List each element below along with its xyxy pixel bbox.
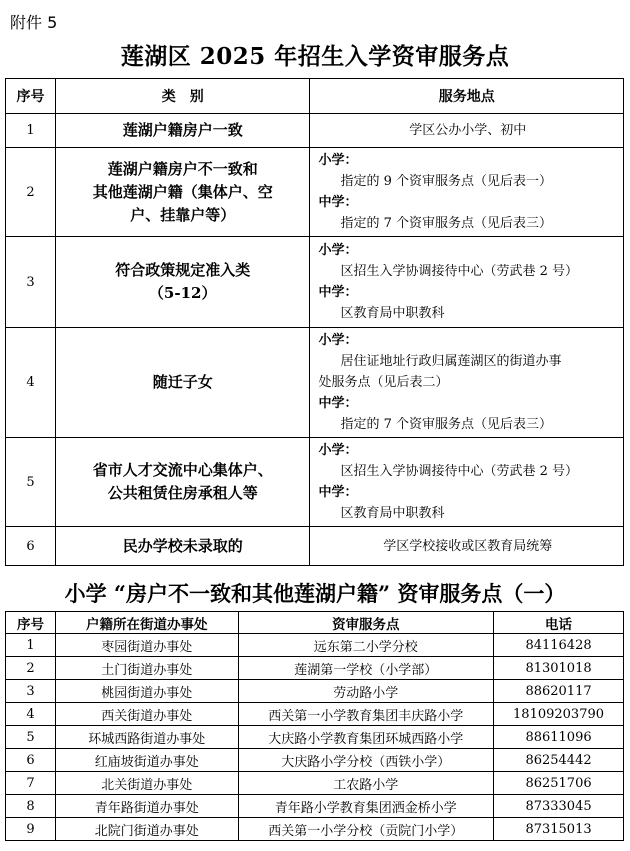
primary-school-location: 居住证地址行政归属莲湖区的街道办事 — [340, 354, 562, 369]
page-title: 莲湖区 2025 年招生入学资审服务点 — [120, 43, 510, 70]
service-point: 远东第二小学分校 — [238, 634, 494, 657]
row-number: 6 — [6, 749, 56, 772]
category-line: 莲湖户籍房户不一致和 — [107, 159, 258, 178]
middle-school-location: 区教育局中职教科 — [340, 306, 445, 321]
category-line: 其他莲湖户籍（集体户、空 — [92, 182, 273, 201]
subdistrict-office: 枣园街道办事处 — [55, 634, 238, 657]
service-point: 西关第一小学分校（贡院门小学） — [238, 818, 494, 841]
phone-number: 87333045 — [494, 795, 624, 818]
row-number: 2 — [6, 657, 56, 680]
attachment-label: 附件 5 — [10, 13, 58, 32]
primary-school-label: 小学： — [318, 443, 358, 458]
service-point: 劳动路小学 — [238, 680, 494, 703]
service-point: 工农路小学 — [238, 772, 494, 795]
row-number: 5 — [6, 438, 56, 527]
primary-school-location: 处服务点（见后表二） — [318, 375, 449, 390]
header-phone: 电话 — [494, 612, 624, 634]
table-row — [6, 749, 624, 772]
table-row — [6, 237, 624, 328]
category-line: 随迁子女 — [152, 373, 213, 391]
table-row — [6, 148, 624, 237]
phone-number: 88620117 — [494, 680, 624, 703]
category-line: （5-12） — [148, 284, 217, 302]
primary-school-label: 小学： — [318, 153, 358, 168]
phone-number: 81301018 — [494, 657, 624, 680]
header-subdistrict: 户籍所在街道办事处 — [55, 612, 238, 634]
primary-school-location: 区招生入学协调接待中心（劳武巷 2 号） — [340, 464, 579, 479]
category-line: 民办学校未录取的 — [122, 536, 243, 555]
row-number: 8 — [6, 795, 56, 818]
category-cell — [55, 328, 310, 438]
primary-school-location: 指定的 9 个资审服务点（见后表一） — [340, 174, 553, 189]
location-cell — [310, 148, 624, 237]
subdistrict-office: 北院门街道办事处 — [55, 818, 238, 841]
middle-school-label: 中学： — [318, 285, 358, 300]
phone-number: 18109203790 — [494, 703, 624, 726]
primary-school-label: 小学： — [318, 243, 358, 258]
category-line: 莲湖户籍房户一致 — [122, 121, 243, 139]
subdistrict-office: 环城西路街道办事处 — [55, 726, 238, 749]
row-number: 4 — [6, 703, 56, 726]
table-row — [6, 527, 624, 566]
category-cell — [55, 527, 310, 566]
row-number: 9 — [6, 818, 56, 841]
subdistrict-office: 西关街道办事处 — [55, 703, 238, 726]
table-row — [6, 795, 624, 818]
table-row — [6, 114, 624, 148]
table-header-row — [6, 79, 624, 114]
row-number: 2 — [6, 148, 56, 237]
phone-number: 84116428 — [494, 634, 624, 657]
primary-school-label: 小学： — [318, 333, 358, 348]
table-row — [6, 680, 624, 703]
subdistrict-office: 红庙坡街道办事处 — [55, 749, 238, 772]
middle-school-label: 中学： — [318, 195, 358, 210]
primary-school-points-table — [5, 611, 624, 841]
row-number: 3 — [6, 237, 56, 328]
category-line: 户、挂靠户等） — [130, 205, 236, 224]
row-number: 7 — [6, 772, 56, 795]
subdistrict-office: 桃园街道办事处 — [55, 680, 238, 703]
row-number: 4 — [6, 328, 56, 438]
row-number: 6 — [6, 527, 56, 566]
service-point: 大庆路小学教育集团环城西路小学 — [238, 726, 494, 749]
row-number: 3 — [6, 680, 56, 703]
category-cell — [55, 114, 310, 148]
location-cell — [310, 438, 624, 527]
phone-number: 87315013 — [494, 818, 624, 841]
middle-school-label: 中学： — [318, 485, 358, 500]
header-number: 序号 — [6, 79, 56, 114]
subdistrict-office: 北关街道办事处 — [55, 772, 238, 795]
category-line: 符合政策规定准入类 — [115, 261, 251, 279]
subdistrict-office: 土门街道办事处 — [55, 657, 238, 680]
location-text: 学区公办小学、初中 — [409, 123, 527, 138]
service-points-table — [5, 78, 624, 566]
service-point: 西关第一小学教育集团丰庆路小学 — [238, 703, 494, 726]
category-cell — [55, 237, 310, 328]
location-text: 学区学校接收或区教育局统筹 — [383, 538, 553, 554]
phone-number: 86254442 — [494, 749, 624, 772]
section-title: 小学 “房户不一致和其他莲湖户籍” 资审服务点（一） — [64, 581, 566, 606]
table-row — [6, 328, 624, 438]
category-cell — [55, 438, 310, 527]
header-category: 类 别 — [55, 79, 310, 114]
category-cell — [55, 148, 310, 237]
middle-school-label: 中学： — [318, 396, 358, 411]
header-number: 序号 — [6, 612, 56, 634]
phone-number: 86251706 — [494, 772, 624, 795]
row-number: 1 — [6, 634, 56, 657]
service-point: 大庆路小学分校（西铁小学） — [238, 749, 494, 772]
service-point: 青年路小学教育集团洒金桥小学 — [238, 795, 494, 818]
category-line: 公共租赁住房承租人等 — [107, 484, 258, 502]
header-location: 服务地点 — [310, 79, 624, 114]
location-cell — [310, 114, 624, 148]
table-row — [6, 703, 624, 726]
phone-number: 88611096 — [494, 726, 624, 749]
location-cell — [310, 237, 624, 328]
row-number: 1 — [6, 114, 56, 148]
row-number: 5 — [6, 726, 56, 749]
category-line: 省市人才交流中心集体户、 — [92, 461, 273, 479]
table-row — [6, 634, 624, 657]
header-service-point: 资审服务点 — [238, 612, 494, 634]
table-row — [6, 438, 624, 527]
subdistrict-office: 青年路街道办事处 — [55, 795, 238, 818]
table-row — [6, 818, 624, 841]
middle-school-location: 指定的 7 个资审服务点（见后表三） — [340, 417, 553, 432]
table-row — [6, 726, 624, 749]
table-row — [6, 657, 624, 680]
service-point: 莲湖第一学校（小学部） — [238, 657, 494, 680]
middle-school-location: 指定的 7 个资审服务点（见后表三） — [340, 216, 553, 231]
location-cell — [310, 328, 624, 438]
location-cell — [310, 527, 624, 566]
table-header-row — [6, 612, 624, 634]
table-row — [6, 772, 624, 795]
middle-school-location: 区教育局中职教科 — [340, 506, 445, 521]
primary-school-location: 区招生入学协调接待中心（劳武巷 2 号） — [340, 264, 579, 279]
